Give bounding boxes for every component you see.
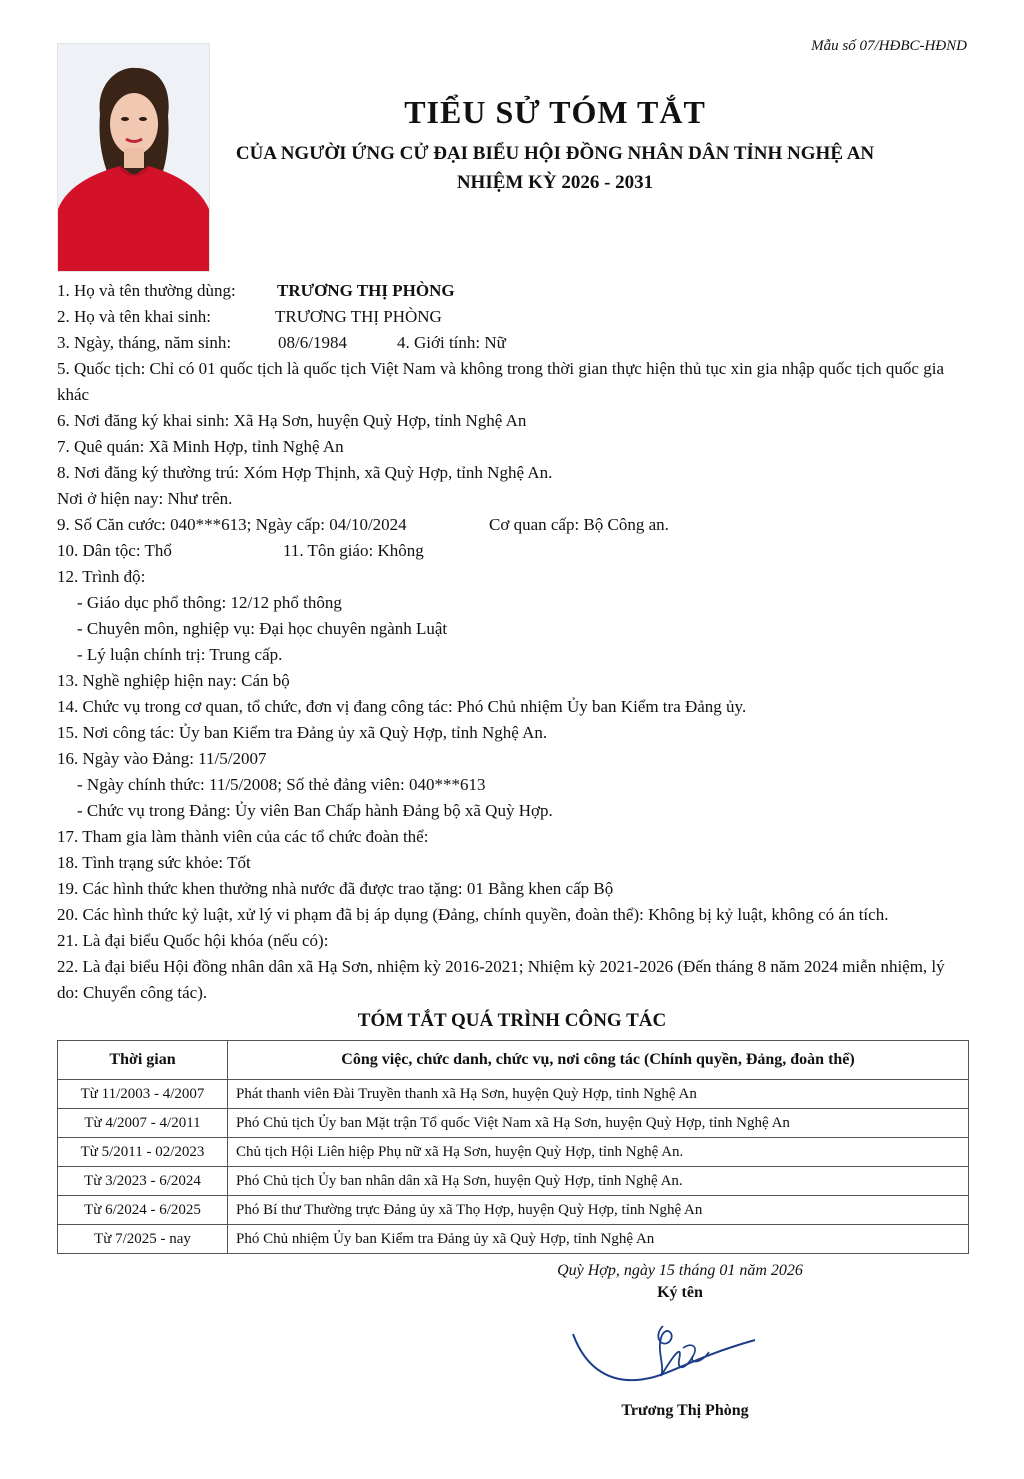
id-card: 9. Số Căn cước: 040***613; Ngày cấp: 04/10/2024	[57, 515, 407, 534]
period-cell: Từ 4/2007 - 4/2011	[58, 1109, 228, 1138]
table-row	[58, 1138, 969, 1167]
current-position: 14. Chức vụ trong cơ quan, tổ chức, đơn vị đang công tác: Phó Chủ nhiệm Ủy ban Kiểm tra Đảng ủy.	[57, 697, 747, 716]
document-subtitle: CỦA NGƯỜI ỨNG CỬ ĐẠI BIỂU HỘI ĐỒNG NHÂN DÂN TỈNH NGHỆ AN	[235, 143, 875, 164]
discipline: 20. Các hình thức kỷ luật, xử lý vi phạm đã bị áp dụng (Đảng, chính quyền, đoàn thể): Không bị kỷ luật, không có án tích.	[57, 905, 889, 924]
document-title: TIỂU SỬ TÓM TẮT	[404, 94, 706, 130]
portrait-photo	[57, 43, 210, 272]
nationality: 5. Quốc tịch: Chỉ có 01 quốc tịch là quốc tịch Việt Nam và không trong thời gian thực hiện thủ tục xin gia nhập quốc tịch quốc gia khác	[57, 359, 944, 404]
signature-label: Ký tên	[657, 1284, 703, 1301]
permanent-residence: 8. Nơi đăng ký thường trú: Xóm Hợp Thịnh, xã Quỳ Hợp, tỉnh Nghệ An.	[57, 463, 553, 482]
position-cell: Phó Bí thư Thường trực Đảng ủy xã Thọ Hợp, huyện Quỳ Hợp, tỉnh Nghệ An	[228, 1196, 969, 1225]
position-cell: Phó Chủ tịch Ủy ban Mặt trận Tổ quốc Việt Nam xã Hạ Sơn, huyện Quỳ Hợp, tỉnh Nghệ An	[228, 1109, 969, 1138]
workplace: 15. Nơi công tác: Ủy ban Kiểm tra Đảng ủy xã Quỳ Hợp, tỉnh Nghệ An.	[57, 723, 548, 742]
header-position: Công việc, chức danh, chức vụ, nơi công tác (Chính quyền, Đảng, đoàn thể)	[228, 1041, 969, 1080]
position-cell: Phó Chủ tịch Ủy ban nhân dân xã Hạ Sơn, huyện Quỳ Hợp, tỉnh Nghệ An.	[228, 1167, 969, 1196]
period-cell: Từ 3/2023 - 6/2024	[58, 1167, 228, 1196]
occupation: 13. Nghề nghiệp hiện nay: Cán bộ	[57, 671, 290, 690]
profile-section	[57, 278, 969, 1006]
position-cell: Chủ tịch Hội Liên hiệp Phụ nữ xã Hạ Sơn, huyện Quỳ Hợp, tỉnh Nghệ An.	[228, 1138, 969, 1167]
id-issuer: Cơ quan cấp: Bộ Công an.	[489, 515, 669, 534]
health-status: 18. Tình trạng sức khỏe: Tốt	[57, 853, 251, 872]
birth-name-label: 2. Họ và tên khai sinh:	[57, 307, 211, 326]
council-delegate-history: 22. Là đại biểu Hội đồng nhân dân xã Hạ Sơn, nhiệm kỳ 2016-2021; Nhiệm kỳ 2021-2026 (Đến tháng 8 năm 2024 miễn nhiệm, lý do: Chuyển công tác).	[57, 957, 945, 1002]
religion: 11. Tôn giáo: Không	[283, 541, 424, 560]
period-cell: Từ 5/2011 - 02/2023	[58, 1138, 228, 1167]
period-cell: Từ 7/2025 - nay	[58, 1225, 228, 1254]
work-history-title: TÓM TẮT QUÁ TRÌNH CÔNG TÁC	[357, 1010, 667, 1031]
header-period: Thời gian	[58, 1041, 228, 1080]
place-date: Quỳ Hợp, ngày 15 tháng 01 năm 2026	[557, 1262, 803, 1279]
term-line: NHIỆM KỲ 2026 - 2031	[456, 172, 654, 193]
party-join-date: 16. Ngày vào Đảng: 11/5/2007	[57, 749, 267, 768]
table-header-row	[58, 1041, 969, 1080]
birth-date-label: 3. Ngày, tháng, năm sinh:	[57, 333, 232, 352]
period-cell: Từ 6/2024 - 6/2025	[58, 1196, 228, 1225]
work-history-table	[57, 1040, 969, 1254]
awards: 19. Các hình thức khen thưởng nhà nước đã được trao tặng: 01 Bằng khen cấp Bộ	[57, 879, 614, 898]
education-heading: 12. Trình độ:	[57, 567, 146, 586]
table-row	[58, 1167, 969, 1196]
professional-education: - Chuyên môn, nghiệp vụ: Đại học chuyên ngành Luật	[77, 619, 448, 638]
gender: 4. Giới tính: Nữ	[397, 333, 506, 352]
position-cell: Phát thanh viên Đài Truyền thanh xã Hạ Sơn, huyện Quỳ Hợp, tỉnh Nghệ An	[228, 1080, 969, 1109]
political-theory: - Lý luận chính trị: Trung cấp.	[77, 645, 283, 664]
common-name-label: 1. Họ và tên thường dùng:	[57, 281, 236, 300]
period-cell: Từ 11/2003 - 4/2007	[58, 1080, 228, 1109]
party-position: - Chức vụ trong Đảng: Ủy viên Ban Chấp hành Đảng bộ xã Quỳ Hợp.	[77, 801, 553, 820]
ethnicity: 10. Dân tộc: Thổ	[57, 541, 172, 560]
birth-name-value: TRƯƠNG THỊ PHÒNG	[275, 307, 442, 326]
party-official-date: - Ngày chính thức: 11/5/2008; Số thẻ đảng viên: 040***613	[77, 775, 486, 794]
position-cell: Phó Chủ nhiệm Ủy ban Kiểm tra Đảng ủy xã Quỳ Hợp, tỉnh Nghệ An	[228, 1225, 969, 1254]
general-education: - Giáo dục phổ thông: 12/12 phổ thông	[77, 593, 342, 612]
national-assembly-delegate: 21. Là đại biểu Quốc hội khóa (nếu có):	[57, 931, 329, 950]
table-row	[58, 1109, 969, 1138]
table-row	[58, 1080, 969, 1109]
signer-name: Trương Thị Phòng	[621, 1402, 749, 1419]
common-name-value: TRƯƠNG THỊ PHÒNG	[277, 281, 455, 300]
hometown: 7. Quê quán: Xã Minh Hợp, tỉnh Nghệ An	[57, 437, 344, 456]
table-row	[58, 1196, 969, 1225]
current-residence: Nơi ở hiện nay: Như trên.	[57, 489, 233, 508]
organization-membership: 17. Tham gia làm thành viên của các tổ chức đoàn thể:	[57, 827, 429, 846]
birth-registration-place: 6. Nơi đăng ký khai sinh: Xã Hạ Sơn, huyện Quỳ Hợp, tỉnh Nghệ An	[57, 411, 527, 430]
table-row	[58, 1225, 969, 1254]
birth-date-value: 08/6/1984	[278, 333, 347, 352]
form-code: Mẫu số 07/HĐBC-HĐND	[811, 38, 967, 54]
handwritten-signature	[565, 1312, 765, 1392]
